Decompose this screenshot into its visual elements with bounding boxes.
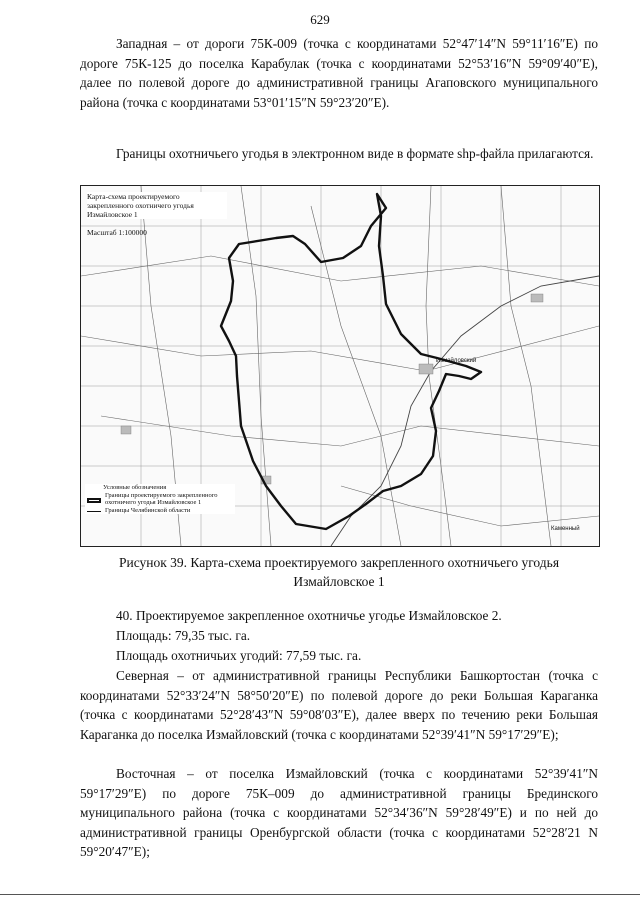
legend-boundary-label: Границы проектируемого закрепленного охотничего угодья Измайловское 1 [105, 491, 218, 507]
map-title: Карта-схема проектируемого закрепленного охотничего угодья Измайловское 1 [87, 192, 227, 219]
section-area: Площадь: 79,35 тыс. га. [116, 628, 251, 643]
section-heading: 40. Проектируемое закрепленное охотничье угодье Измайловское 2. [116, 608, 502, 623]
caption-line-2: Измайловское 1 [293, 574, 385, 589]
map-place-label: Измайловский [436, 358, 477, 364]
figure-caption [80, 553, 598, 591]
caption-line-1: Рисунок 39. Карта-схема проектируемого закрепленного охотничьего угодья [118, 555, 560, 570]
legend-thick-line-swatch [87, 498, 101, 503]
legend-heading: Условные обозначения [103, 484, 167, 491]
section-hunting-area: Площадь охотничьих угодий: 77,59 тыс. га. [116, 648, 362, 663]
legend-region-label: Границы Челябинской области [105, 506, 191, 514]
map-rivers [331, 276, 599, 546]
hunting-area-map [80, 185, 600, 547]
legend-row-region [85, 507, 235, 515]
map-kamennyi-label: Каменный [551, 526, 580, 532]
western-boundary-paragraph: Западная – от дороги 75К-009 (точка с координатами 52°47′14″N 59°11′16″E) по дороге 75К-125 до поселка Карабулак (точка с координатами 52°53′16″N 59°09′40″E), далее по полевой дороге до административной границы Агаповского муниципального района (точка с координатами 53°01′15″N 59°23′20″E). [80, 36, 598, 110]
legend-thin-line-swatch [87, 511, 101, 512]
page-number: 629 [310, 12, 330, 27]
northern-boundary-paragraph: Северная – от административной границы Республики Башкортостан (точка с координатами 52°33′24″N 58°50′20″E) по полевой дороге до реки Большая Караганка (точка с координатами 52°28′43″N 59°08′03″E), далее вверх по течению реки Большая Караганка до поселка Измайловский (точка с координатами 52°39′41″N 59°17′29″E); [80, 668, 598, 742]
map-scale: Масштаб 1:100000 [87, 228, 147, 237]
eastern-boundary-paragraph: Восточная – от поселка Измайловский (точка с координатами 52°39′41″N 59°17′29″E) по дороге 75К–009 до административной границы Брединского муниципального района (точка с координатами 52°34′36″N 59°28′49″E) и по ней до административной границы Оренбургской области (точка с координатами 52°28′21 N 59°20′47″E); [80, 766, 598, 859]
shp-note-paragraph: Границы охотничьего угодья в электронном виде в формате shp-файла прилагаются. [116, 146, 594, 161]
map-legend [85, 484, 235, 514]
bottom-rule [0, 894, 640, 895]
legend-row-boundary [85, 492, 235, 507]
